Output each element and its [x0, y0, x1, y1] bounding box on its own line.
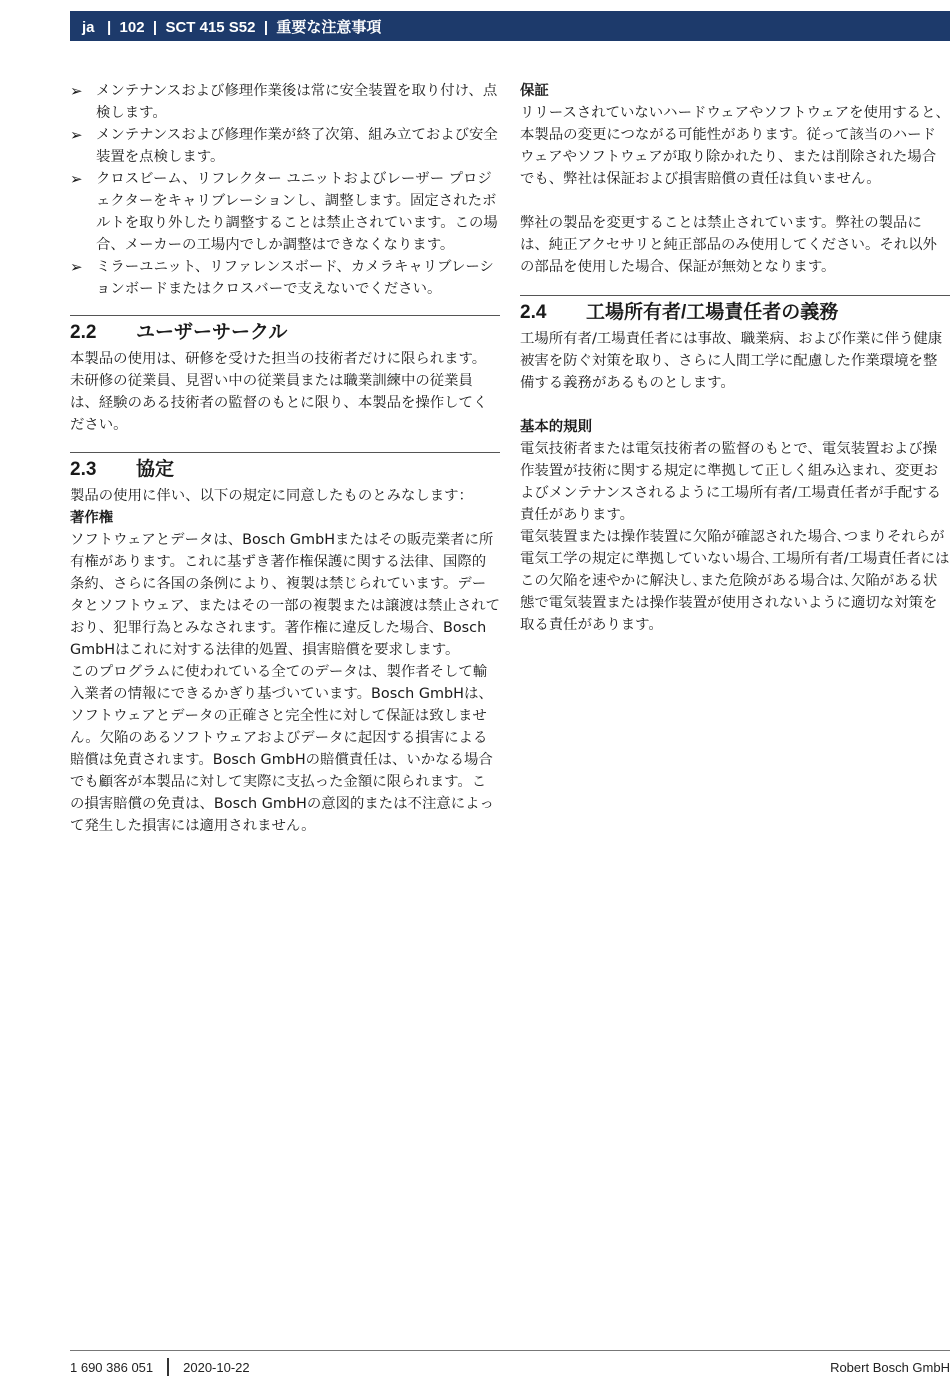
- warranty-paragraph: 弊社の製品を変更することは禁止されています。弊社の製品には、純正アクセサリと純正部品のみ使用してください。それ以外の部品を使用した場合、保証が無効となります。: [520, 215, 937, 275]
- warranty-heading: 保証: [520, 83, 549, 99]
- safety-bullet-list: [70, 80, 500, 300]
- arrow-bullet-icon: ➢: [70, 170, 83, 188]
- section-owner-obligations: [520, 295, 950, 636]
- list-item: ➢ ミラーユニット、リファレンスボード、カメラキャリブレーションボードまたはクロスバーで支えないでください。: [70, 258, 494, 297]
- section-heading: 2.2 ユーザーサークル: [70, 322, 288, 343]
- basic-rules-heading: 基本的規則: [520, 419, 592, 435]
- doc-date: 2020-10-22: [183, 1359, 250, 1375]
- warranty-paragraph: リリースされていないハードウェアやソフトウェアを使用すると、本製品の変更につながる可能性があります。従って該当のハードウェアやソフトウェアが取り除かれたり、または削除された場合でも、弊社は保証および損害賠償の責任は負いません。: [520, 105, 950, 187]
- agreement-intro: 製品の使用に伴い、以下の規定に同意したものとみなします：: [70, 488, 473, 504]
- arrow-bullet-icon: ➢: [70, 258, 83, 276]
- section-text: 工場所有者/工場責任者には事故、職業病、および作業に伴う健康被害を防ぐ対策を取り、さらに人間工学に配慮した作業環境を整備する義務があるものとします。: [520, 331, 943, 391]
- left-column: [70, 80, 500, 837]
- rules-paragraph: 電気装置または操作装置に欠陥が確認された場合､つまりそれらが電気工学の規定に準拠していない場合､工場所有者/工場責任者にはこの欠陥を速やかに解決し､また危険がある場合は､欠陥がある状態で電気装置または操作装置が使用されないように適切な対策を取る責任があります。: [520, 529, 950, 633]
- copyright-heading: 著作権: [70, 510, 114, 526]
- list-item: ➢ メンテナンスおよび修理作業後は常に安全装置を取り付け、点検します。: [70, 82, 498, 121]
- doc-number: 1 690 386 051: [70, 1359, 154, 1375]
- rules-paragraph: 電気技術者または電気技術者の監督のもとで、電気装置および操作装置が技術に関する規定に準拠して正しく組み込まれ、変更およびメンテナンスされるように工場所有者/工場責任者が手配する責任があります。: [520, 441, 942, 523]
- page-header: [70, 11, 950, 41]
- footer-separator: [167, 1358, 169, 1376]
- section-heading: 2.3 協定: [70, 459, 175, 480]
- section-heading: 2.4 工場所有者/工場責任者の義務: [520, 302, 839, 323]
- arrow-bullet-icon: ➢: [70, 126, 83, 144]
- right-column: [520, 80, 950, 636]
- copyright-paragraph: このプログラムに使われている全てのデータは、製作者そして輸入業者の情報にできるかぎり基づいています。Bosch GmbHは、ソフトウェアとデータの正確さと完全性に対して保証は致しません。欠陥のあるソフトウェアおよびデータに起因する損害による賠償は免責されます。Bosch GmbHの賠償責任は、いかなる場合でも顧客が本製品に対して実際に支払った金額に限られます。この損害賠償の免責は、Bosch GmbHの意図的または不注意によって発生した損害には適用されません。: [70, 664, 494, 834]
- arrow-bullet-icon: ➢: [70, 82, 83, 100]
- section-user-group: [70, 315, 500, 436]
- list-item: ➢ クロスビーム、リフレクター ユニットおよびレーザー プロジェクターをキャリブレーションし、調整します。固定されたボルトを取り外したり調整することは禁止されています。この場合、メーカーの工場内でしか調整はできなくなります。: [70, 170, 498, 253]
- list-item: ➢ メンテナンスおよび修理作業が終了次第、組み立ておよび安全装置を点検します。: [70, 126, 498, 165]
- section-agreement: [70, 452, 500, 837]
- footer-divider: [70, 1350, 950, 1351]
- company-name: Robert Bosch GmbH: [830, 1359, 950, 1375]
- header-text: ja | 102 | SCT 415 S52 | 重要な注意事項: [82, 18, 382, 36]
- page-footer: [70, 1357, 950, 1377]
- section-text: 本製品の使用は、研修を受けた担当の技術者だけに限られます。未研修の従業員、見習い中の従業員または職業訓練中の従業員は、経験のある技術者の監督のもとに限り、本製品を操作してください。: [70, 351, 488, 433]
- copyright-paragraph: ソフトウェアとデータは、Bosch GmbHまたはその販売業者に所有権があります。これに基ずき著作権保護に関する法律、国際的条約、さらに各国の条例により、複製は禁じられています。データとソフトウェア、またはその一部の複製または譲渡は禁止されており、犯罪行為とみなされます。著作権に違反した場合、Bosch GmbHはこれに対する法律的処置、損害賠償を要求します。: [70, 532, 500, 658]
